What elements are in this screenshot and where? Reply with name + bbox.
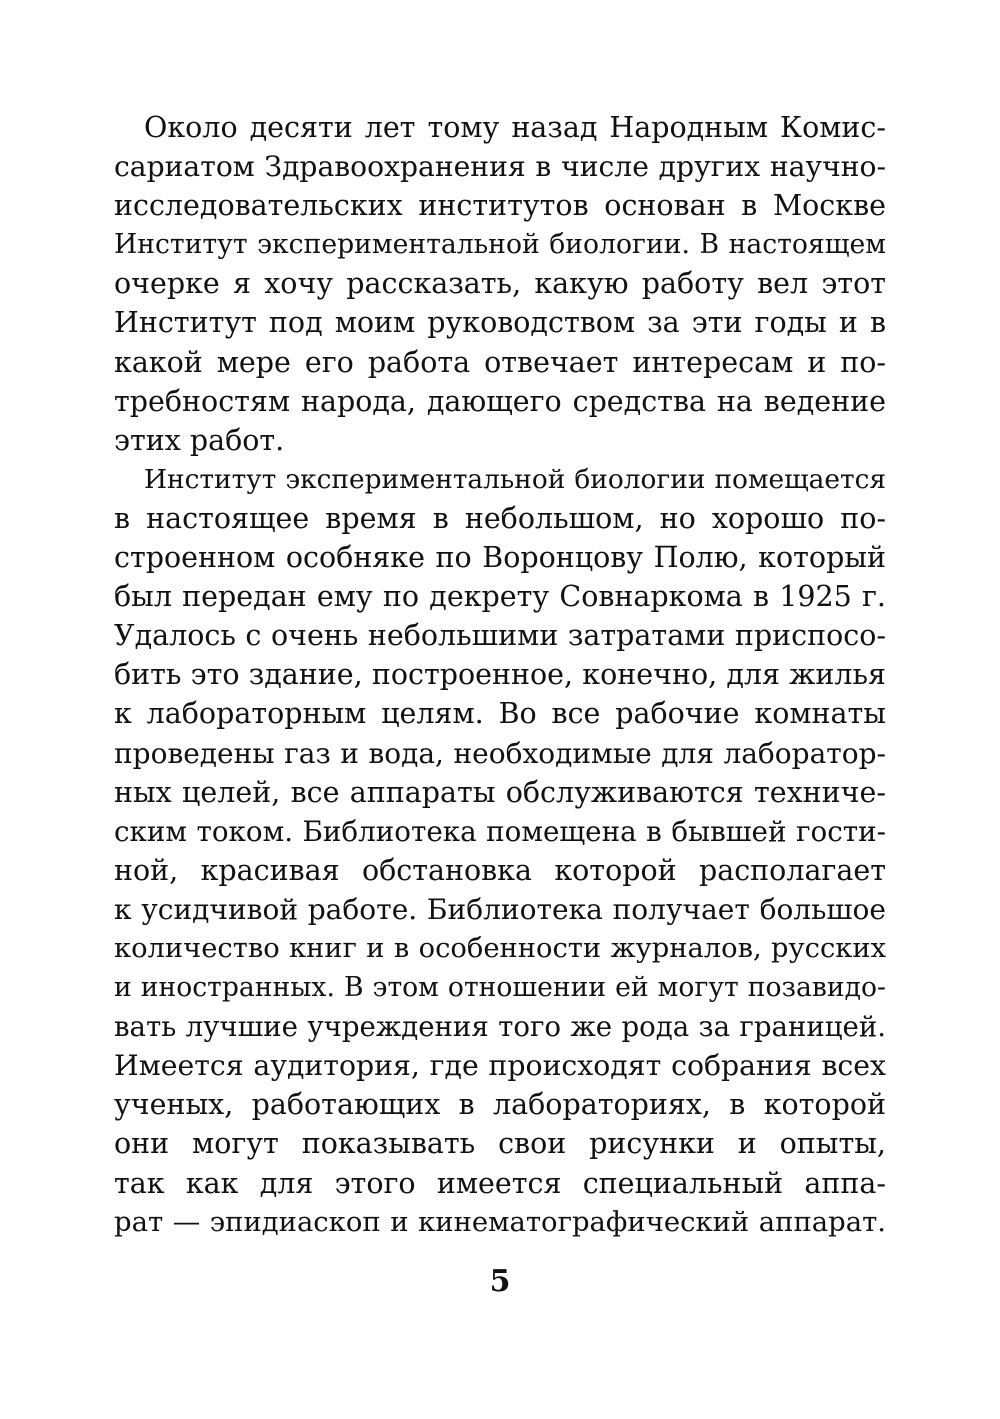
text-line: рат — эпидиаскоп и кинематографический аппарат. xyxy=(114,1206,886,1238)
page-number: 5 xyxy=(489,1264,511,1299)
text-line: ных целей, все аппараты обслуживаются техниче- xyxy=(114,775,886,809)
text-line: сариатом Здравоохранения в числе других научно- xyxy=(114,150,886,184)
text-line: проведены газ и вода, необходимые для лаборатор- xyxy=(114,736,886,770)
text-line: Институт экспериментальной биологии. В настоящем xyxy=(114,229,886,261)
text-line: к лабораторным целям. Во все рабочие комнаты xyxy=(114,697,886,731)
text-line: в настоящее время в небольшом, но хорошо по- xyxy=(114,501,886,535)
text-line: Около десяти лет тому назад Народным Комис- xyxy=(144,111,886,144)
text-line: к усидчивой работе. Библиотека получает большое xyxy=(114,892,886,926)
text-line: так как для этого имеется специальный аппа- xyxy=(114,1166,886,1200)
text-line: они могут показывать свои рисунки и опыты, xyxy=(114,1127,886,1161)
text-line: ученых, работающих в лабораториях, в которой xyxy=(114,1088,886,1122)
text-line: этих работ. xyxy=(114,423,285,457)
text-line: Институт под моим руководством за эти годы и в xyxy=(114,306,886,340)
text-line: и иностранных. В этом отношении ей могут позавидо- xyxy=(114,972,886,1004)
text-line: Имеется аудитория, где происходят собрания всех xyxy=(114,1049,886,1083)
text-line: был передан ему по декрету Совнаркома в 1925 г. xyxy=(114,580,886,614)
text-line: какой мере его работа отвечает интересам и по- xyxy=(114,345,886,379)
text-line: строенном особняке по Воронцову Полю, который xyxy=(114,541,886,575)
text-line: вать лучшие учреждения того же рода за границей. xyxy=(114,1010,886,1044)
text-line: Удалось с очень небольшими затратами приспосо- xyxy=(114,619,886,653)
text-line: ским током. Библиотека помещена в бывшей гости- xyxy=(114,814,886,848)
text-line: исследовательских институтов основан в Москве xyxy=(114,189,886,223)
body-text xyxy=(114,108,886,1242)
text-line: бить это здание, построенное, конечно, для жилья xyxy=(114,658,886,692)
text-line: очерке я хочу рассказать, какую работу вел этот xyxy=(114,267,886,301)
text-line: количество книг и в особенности журналов, русских xyxy=(114,932,886,964)
text-line: требностям народа, дающего средства на ведение xyxy=(114,384,886,418)
text-line: Институт экспериментальной биологии помещается xyxy=(144,463,886,495)
text-line: ной, красивая обстановка которой располагает xyxy=(114,853,886,887)
